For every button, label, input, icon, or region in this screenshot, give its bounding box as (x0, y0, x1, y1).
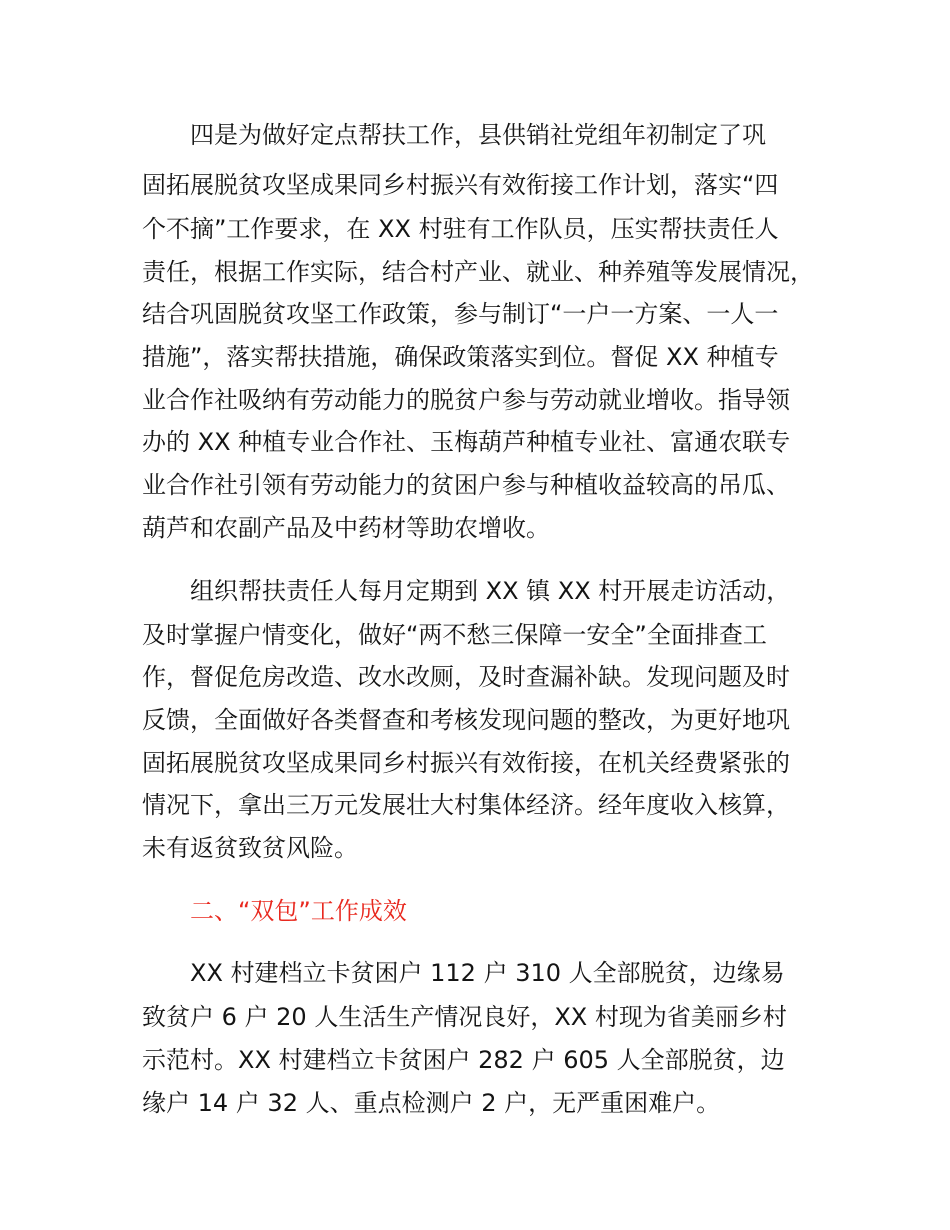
paragraph-line: 致贫户 6 户 20 人生活生产情况良好，XX 村现为省美丽乡村 (142, 1003, 787, 1031)
paragraph-line: 缘户 14 户 32 人、重点检测户 2 户，无严重困难户。 (142, 1089, 721, 1117)
paragraph-line: 四是为做好定点帮扶工作，县供销社党组年初制定了巩 (190, 121, 766, 149)
paragraph-line: 及时掌握户情变化，做好“两不愁三保障一安全”全面排查工 (142, 621, 767, 649)
paragraph-line: 组织帮扶责任人每月定期到 XX 镇 XX 村开展走访活动， (190, 577, 791, 605)
paragraph-line: 示范村。XX 村建档立卡贫困户 282 户 605 人全部脱贫，边 (142, 1046, 785, 1074)
paragraph-line: 未有返贫致贫风险。 (142, 834, 358, 862)
paragraph-line: 业合作社吸纳有劳动能力的脱贫户参与劳动就业增收。指导领 (142, 386, 790, 414)
section-heading: 二、“双包”工作成效 (190, 897, 407, 925)
paragraph-line: 个不摘”工作要求，在 XX 村驻有工作队员，压实帮扶责任人 (142, 215, 779, 243)
paragraph-line: 情况下，拿出三万元发展壮大村集体经济。经年度收入核算， (142, 791, 790, 819)
paragraph-line: 作，督促危房改造、改水改厕，及时查漏补缺。发现问题及时 (142, 663, 790, 691)
paragraph-line: 固拓展脱贫攻坚成果同乡村振兴有效衔接，在机关经费紧张的 (142, 749, 790, 777)
paragraph-line: 业合作社引领有劳动能力的贫困户参与种植收益较高的吊瓜、 (142, 471, 790, 499)
paragraph-line: XX 村建档立卡贫困户 112 户 310 人全部脱贫，边缘易 (190, 959, 785, 987)
paragraph-line: 葫芦和农副产品及中药材等助农增收。 (142, 514, 550, 542)
paragraph-line: 固拓展脱贫攻坚成果同乡村振兴有效衔接工作计划，落实“四 (142, 171, 779, 199)
paragraph-line: 反馈，全面做好各类督查和考核发现问题的整改，为更好地巩 (142, 706, 790, 734)
paragraph-line: 责任，根据工作实际，结合村产业、就业、种养殖等发展情况， (142, 258, 814, 286)
paragraph-line: 办的 XX 种植专业合作社、玉梅葫芦种植专业社、富通农联专 (142, 428, 791, 456)
paragraph-line: 结合巩固脱贫攻坚工作政策，参与制订“一户一方案、一人一 (142, 300, 779, 328)
paragraph-line: 措施”，落实帮扶措施，确保政策落实到位。督促 XX 种植专 (142, 343, 779, 371)
